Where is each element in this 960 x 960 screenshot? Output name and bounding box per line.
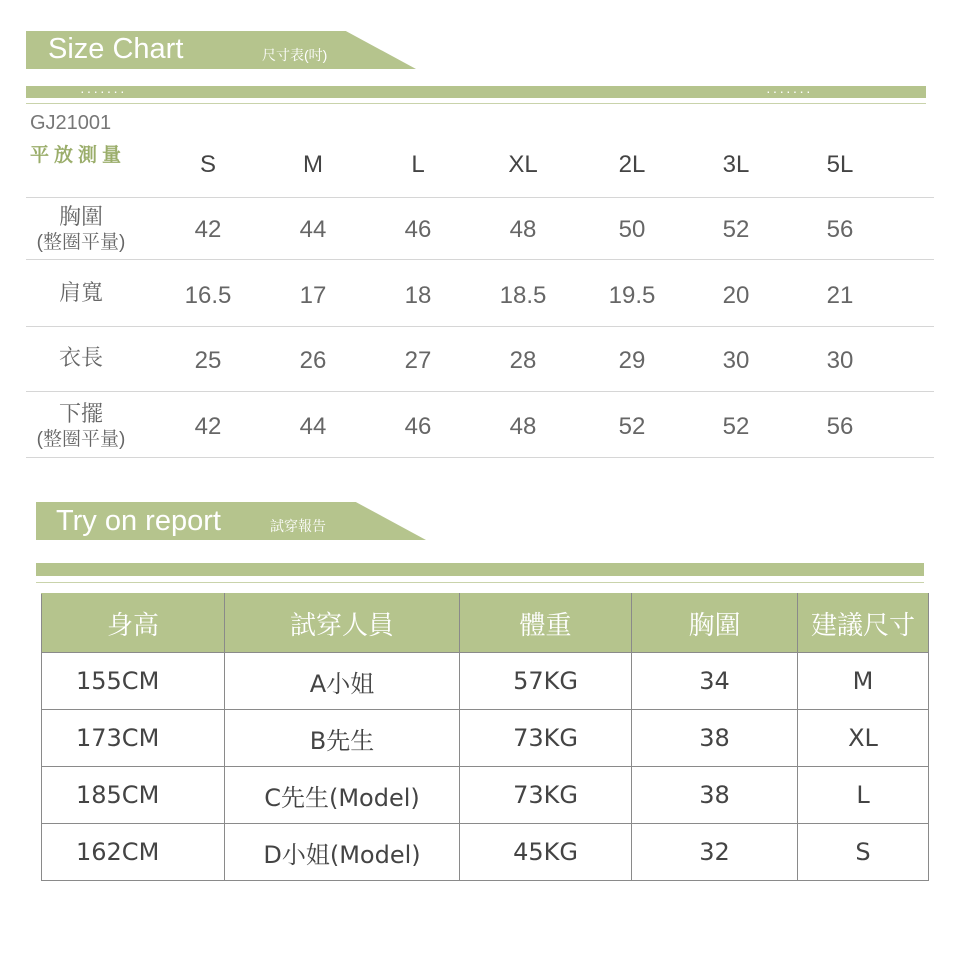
cell-chest: 32: [632, 824, 798, 881]
size-value-cell: 19.5: [608, 282, 656, 309]
header-height: 身高: [42, 594, 225, 653]
try-on-header-row: [42, 594, 929, 653]
try-on-thin-line: [36, 582, 924, 583]
cell-suggested-size: XL: [798, 710, 929, 767]
cell-weight: 45KG: [460, 824, 632, 881]
size-value-cell: 20: [722, 282, 750, 309]
table-row: [42, 653, 929, 710]
header-chest: 胸圍: [632, 594, 798, 653]
cell-weight: 73KG: [460, 710, 632, 767]
size-header-2l: 2L: [618, 151, 646, 178]
size-value-cell: 18: [404, 282, 432, 309]
size-value-cell: 17: [299, 282, 327, 309]
size-header-m: M: [303, 151, 323, 178]
cell-height: 155CM: [42, 653, 225, 710]
measurement-name: 下擺: [58, 401, 103, 426]
size-value-cell: 46: [404, 216, 432, 243]
cell-suggested-size: S: [798, 824, 929, 881]
size-value-cell: 56: [826, 413, 854, 440]
header-tester: 試穿人員: [225, 594, 460, 653]
size-value-cell: 44: [299, 413, 327, 440]
measure-note: 平放測量: [30, 145, 127, 166]
size-header-xl: XL: [508, 151, 538, 178]
size-header-l: L: [411, 151, 425, 178]
divider-dots-right: ·······: [766, 83, 813, 99]
try-on-divider-bar: [36, 563, 924, 576]
try-on-subtitle: 試穿報告: [270, 518, 326, 534]
size-value-cell: 30: [722, 347, 750, 374]
header-weight: 體重: [460, 594, 632, 653]
size-value-cell: 27: [404, 347, 432, 374]
row-divider: [26, 197, 934, 198]
size-value-cell: 42: [194, 216, 222, 243]
cell-height: 185CM: [42, 767, 225, 824]
measurement-method: (整圈平量): [36, 429, 126, 450]
cell-chest: 38: [632, 767, 798, 824]
size-value-cell: 26: [299, 347, 327, 374]
size-chart-title: Size Chart: [48, 33, 184, 65]
try-on-table: [41, 593, 929, 881]
size-value-cell: 29: [618, 347, 646, 374]
measurement-name: 肩寬: [58, 280, 103, 305]
measurement-name: 衣長: [58, 345, 103, 370]
table-row: [42, 824, 929, 881]
cell-tester: C先生(Model): [225, 767, 460, 824]
measurement-label: [26, 280, 136, 306]
row-divider: [26, 457, 934, 458]
size-value-cell: 48: [509, 216, 537, 243]
table-row: [42, 710, 929, 767]
size-value-cell: 16.5: [184, 282, 232, 309]
measurement-method: (整圈平量): [36, 232, 126, 253]
size-chart-subtitle: 尺寸表(吋): [262, 47, 328, 63]
row-divider: [26, 391, 934, 392]
cell-suggested-size: M: [798, 653, 929, 710]
cell-weight: 57KG: [460, 653, 632, 710]
product-code: GJ21001: [30, 112, 112, 134]
cell-chest: 38: [632, 710, 798, 767]
size-value-cell: 48: [509, 413, 537, 440]
size-header-s: S: [199, 151, 216, 178]
size-value-cell: 28: [509, 347, 537, 374]
size-value-cell: 25: [194, 347, 222, 374]
cell-tester: D小姐(Model): [225, 824, 460, 881]
size-value-cell: 46: [404, 413, 432, 440]
size-header-3l: 3L: [722, 151, 750, 178]
header-suggested-size: 建議尺寸: [798, 594, 929, 653]
table-row: [42, 767, 929, 824]
cell-chest: 34: [632, 653, 798, 710]
row-divider: [26, 326, 934, 327]
size-value-cell: 21: [826, 282, 854, 309]
measurement-label: [26, 204, 136, 256]
size-value-cell: 42: [194, 413, 222, 440]
size-value-cell: 52: [618, 413, 646, 440]
cell-tester: B先生: [225, 710, 460, 767]
size-value-cell: 52: [722, 413, 750, 440]
measurement-label: [26, 401, 136, 453]
cell-height: 162CM: [42, 824, 225, 881]
try-on-title: Try on report: [56, 505, 221, 537]
size-chart-thin-line: [26, 103, 926, 104]
cell-suggested-size: L: [798, 767, 929, 824]
size-value-cell: 18.5: [499, 282, 547, 309]
cell-tester: A小姐: [225, 653, 460, 710]
row-divider: [26, 259, 934, 260]
size-value-cell: 50: [618, 216, 646, 243]
size-value-cell: 56: [826, 216, 854, 243]
size-value-cell: 30: [826, 347, 854, 374]
divider-dots-left: ·······: [80, 83, 127, 99]
size-value-cell: 44: [299, 216, 327, 243]
cell-weight: 73KG: [460, 767, 632, 824]
measurement-name: 胸圍: [58, 204, 103, 229]
cell-height: 173CM: [42, 710, 225, 767]
measurement-label: [26, 345, 136, 371]
size-header-5l: 5L: [826, 151, 854, 178]
size-value-cell: 52: [722, 216, 750, 243]
